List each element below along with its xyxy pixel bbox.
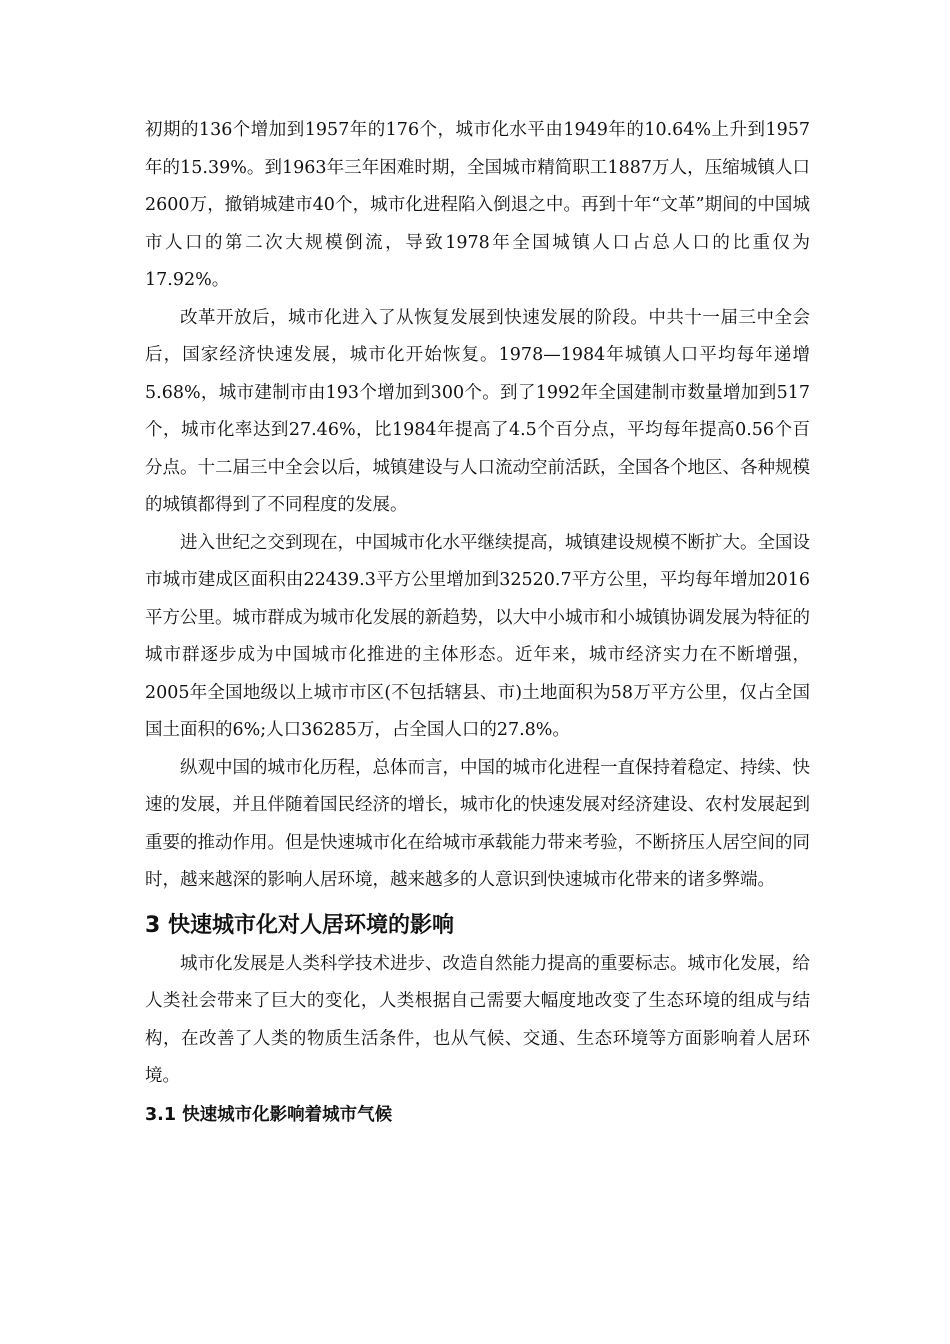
- document-page: [145, 112, 810, 1134]
- section-heading: 3 快速城市化对人居环境的影响: [145, 912, 454, 938]
- body-paragraph: 纵观中国的城市化历程，总体而言，中国的城市化进程一直保持着稳定、持续、快速的发展，并且伴随着国民经济的增长，城市化的快速发展对经济建设、农村发展起到重要的推动作用。但是快速城市化在给城市承载能力带来考验，不断挤压人居空间的同时，越来越深的影响人居环境，越来越多的人意识到快速城市化带来的诸多弊端。: [145, 757, 810, 890]
- body-paragraph: 进入世纪之交到现在，中国城市化水平继续提高，城镇建设规模不断扩大。全国设市城市建成区面积由22439.3平方公里增加到32520.7平方公里，平均每年增加2016平方公里。城市群成为城市化发展的新趋势，以大中小城市和小城镇协调发展为特征的城市群逐步成为中国城市化推进的主体形态。近年来，城市经济实力在不断增强，2005年全国地级以上城市市区(不包括辖县、市)土地面积为58万平方公里，仅占全国国土面积的6%;人口36285万，占全国人口的27.8%。: [145, 532, 810, 740]
- body-paragraph: 改革开放后，城市化进入了从恢复发展到快速发展的阶段。中共十一届三中全会后，国家经济快速发展，城市化开始恢复。1978—1984年城镇人口平均每年递增5.68%，城市建制市由193个增加到300个。到了1992年全国建制市数量增加到517个，城市化率达到27.46%，比1984年提高了4.5个百分点，平均每年提高0.56个百分点。十二届三中全会以后，城镇建设与人口流动空前活跃，全国各个地区、各种规模的城镇都得到了不同程度的发展。: [145, 307, 810, 515]
- section-intro-paragraph: 城市化发展是人类科学技术进步、改造自然能力提高的重要标志。城市化发展，给人类社会带来了巨大的变化，人类根据自己需要大幅度地改变了生态环境的组成与结构，在改善了人类的物质生活条件，也从气候、交通、生态环境等方面影响着人居环境。: [145, 953, 810, 1086]
- body-paragraph: 初期的136个增加到1957年的176个，城市化水平由1949年的10.64%上升到1957年的15.39%。到1963年三年困难时期，全国城市精简职工1887万人，压缩城镇人口2600万，撤销城建市40个，城市化进程陷入倒退之中。再到十年“文革”期间的中国城市人口的第二次大规模倒流，导致1978年全国城镇人口占总人口的比重仅为17.92%。: [145, 120, 810, 290]
- subsection-heading: 3.1 快速城市化影响着城市气候: [145, 1104, 393, 1125]
